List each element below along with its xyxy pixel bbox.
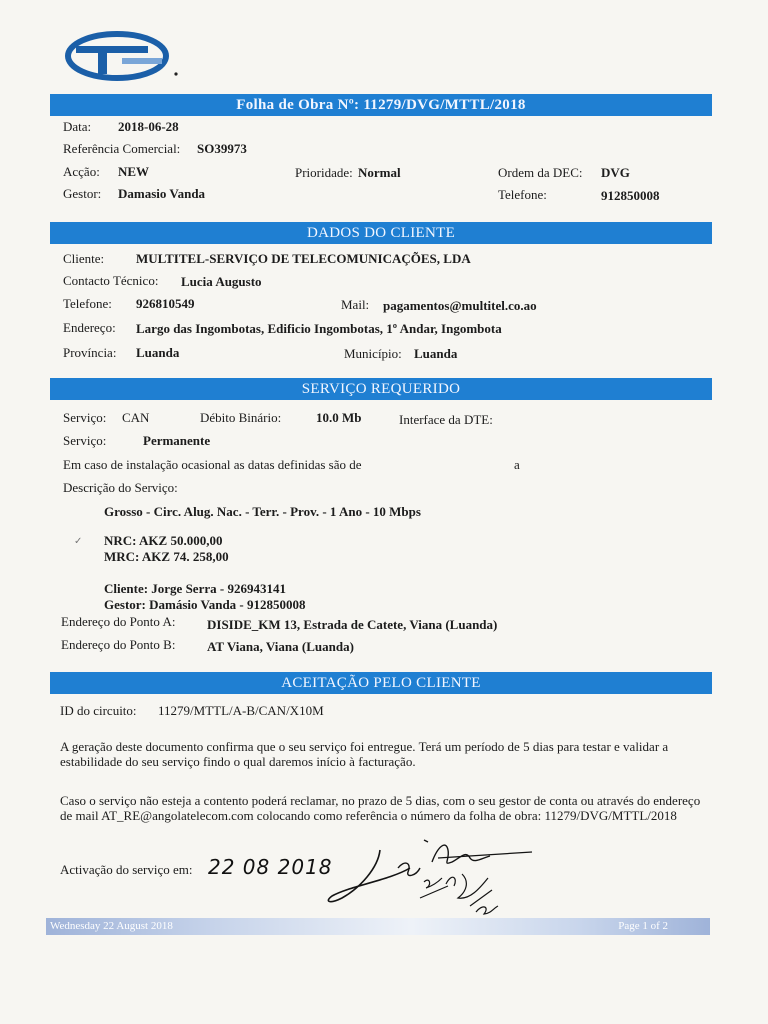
accao-value: NEW	[118, 164, 150, 179]
client-signature	[320, 828, 540, 920]
client-data-banner: DADOS DO CLIENTE	[50, 222, 712, 244]
company-logo	[62, 30, 182, 82]
confirmation-paragraph: A geração deste documento confirma que o seu serviço foi entregue. Terá um período de 5 dias para testar e validar a estabilidade do seu serviço findo o qual daremos início à facturação.	[60, 739, 669, 769]
ref-value: SO39973	[197, 141, 247, 156]
ref-label: Referência Comercial:	[63, 141, 181, 156]
handwritten-check-mark: ✓	[74, 536, 83, 547]
customer-acceptance-banner: ACEITAÇÃO PELO CLIENTE	[50, 672, 712, 694]
mail-label: Mail:	[341, 297, 370, 312]
provincia-value: Luanda	[136, 345, 180, 360]
cliente-telefone-label: Telefone:	[63, 296, 112, 311]
circuito-label: ID do circuito:	[60, 703, 137, 718]
servico-label: Serviço:	[63, 410, 107, 425]
cliente-value: MULTITEL-SERVIÇO DE TELECOMUNICAÇÕES, LDA	[136, 251, 471, 266]
circuito-value: 11279/MTTL/A-B/CAN/X10M	[158, 703, 324, 718]
ocasional-a: a	[514, 457, 520, 472]
interface-label: Interface da DTE:	[399, 412, 493, 427]
handwritten-activation-date: 22 08 2018	[208, 855, 333, 879]
municipio-label: Município:	[344, 346, 402, 361]
contacto-value: Lucia Augusto	[181, 274, 262, 289]
mrc-line: MRC: AKZ 74. 258,00	[104, 549, 229, 564]
descricao-line: Grosso - Circ. Alug. Nac. - Terr. - Prov. - 1 Ano - 10 Mbps	[104, 504, 421, 519]
mail-value: pagamentos@multitel.co.ao	[383, 298, 537, 313]
ponto-b-label: Endereço do Ponto B:	[61, 637, 176, 652]
work-order-title-banner: Folha de Obra Nº: 11279/DVG/MTTL/2018	[50, 94, 712, 116]
ordem-value: DVG	[601, 165, 630, 180]
ocasional-text: Em caso de instalação ocasional as datas definidas são de	[63, 457, 362, 472]
servico2-label: Serviço:	[63, 433, 107, 448]
cliente-telefone-value: 926810549	[136, 296, 195, 311]
cliente-label: Cliente:	[63, 251, 105, 266]
footer-page-number: Page 1 of 2	[618, 920, 668, 932]
debito-label: Débito Binário:	[200, 410, 282, 425]
complaint-paragraph: Caso o serviço não esteja a contento poderá reclamar, no prazo de 5 dias, com o seu gestor de conta ou através do endereço de mail AT_RE@angolatelecom.com colocando como referência o número da folha de obra: 11279/DVG/MTTL/2018	[60, 793, 701, 823]
endereco-label: Endereço:	[63, 320, 116, 335]
prioridade-label: Prioridade:	[295, 165, 353, 180]
provincia-label: Província:	[63, 345, 117, 360]
activacao-label: Activação do serviço em:	[60, 862, 193, 877]
servico-value: CAN	[122, 410, 150, 425]
contacto-label: Contacto Técnico:	[63, 273, 159, 288]
ponto-a-label: Endereço do Ponto A:	[61, 614, 176, 629]
service-requested-banner: SERVIÇO REQUERIDO	[50, 378, 712, 400]
municipio-value: Luanda	[414, 346, 458, 361]
gestor-contact-line: Gestor: Damásio Vanda - 912850008	[104, 597, 306, 612]
ponto-a-value: DISIDE_KM 13, Estrada de Catete, Viana (Luanda)	[207, 617, 498, 632]
gestor-label: Gestor:	[63, 186, 102, 201]
telefone-label: Telefone:	[498, 187, 547, 202]
nrc-line: NRC: AKZ 50.000,00	[104, 533, 223, 548]
data-value: 2018-06-28	[118, 119, 179, 134]
ponto-b-value: AT Viana, Viana (Luanda)	[207, 639, 354, 654]
servico2-value: Permanente	[143, 433, 211, 448]
debito-value: 10.0 Mb	[316, 410, 362, 425]
endereco-value: Largo das Ingombotas, Edificio Ingombotas, 1º Andar, Ingombota	[136, 321, 502, 336]
page-footer	[46, 918, 710, 935]
prioridade-value: Normal	[358, 165, 401, 180]
footer-date: Wednesday 22 August 2018	[50, 920, 173, 932]
telefone-value: 912850008	[601, 188, 660, 203]
ordem-label: Ordem da DEC:	[498, 165, 583, 180]
accao-label: Acção:	[63, 164, 100, 179]
data-label: Data:	[63, 119, 92, 134]
descricao-label: Descrição do Serviço:	[63, 480, 178, 495]
cliente-contact-line: Cliente: Jorge Serra - 926943141	[104, 581, 286, 596]
gestor-value: Damasio Vanda	[118, 186, 206, 201]
